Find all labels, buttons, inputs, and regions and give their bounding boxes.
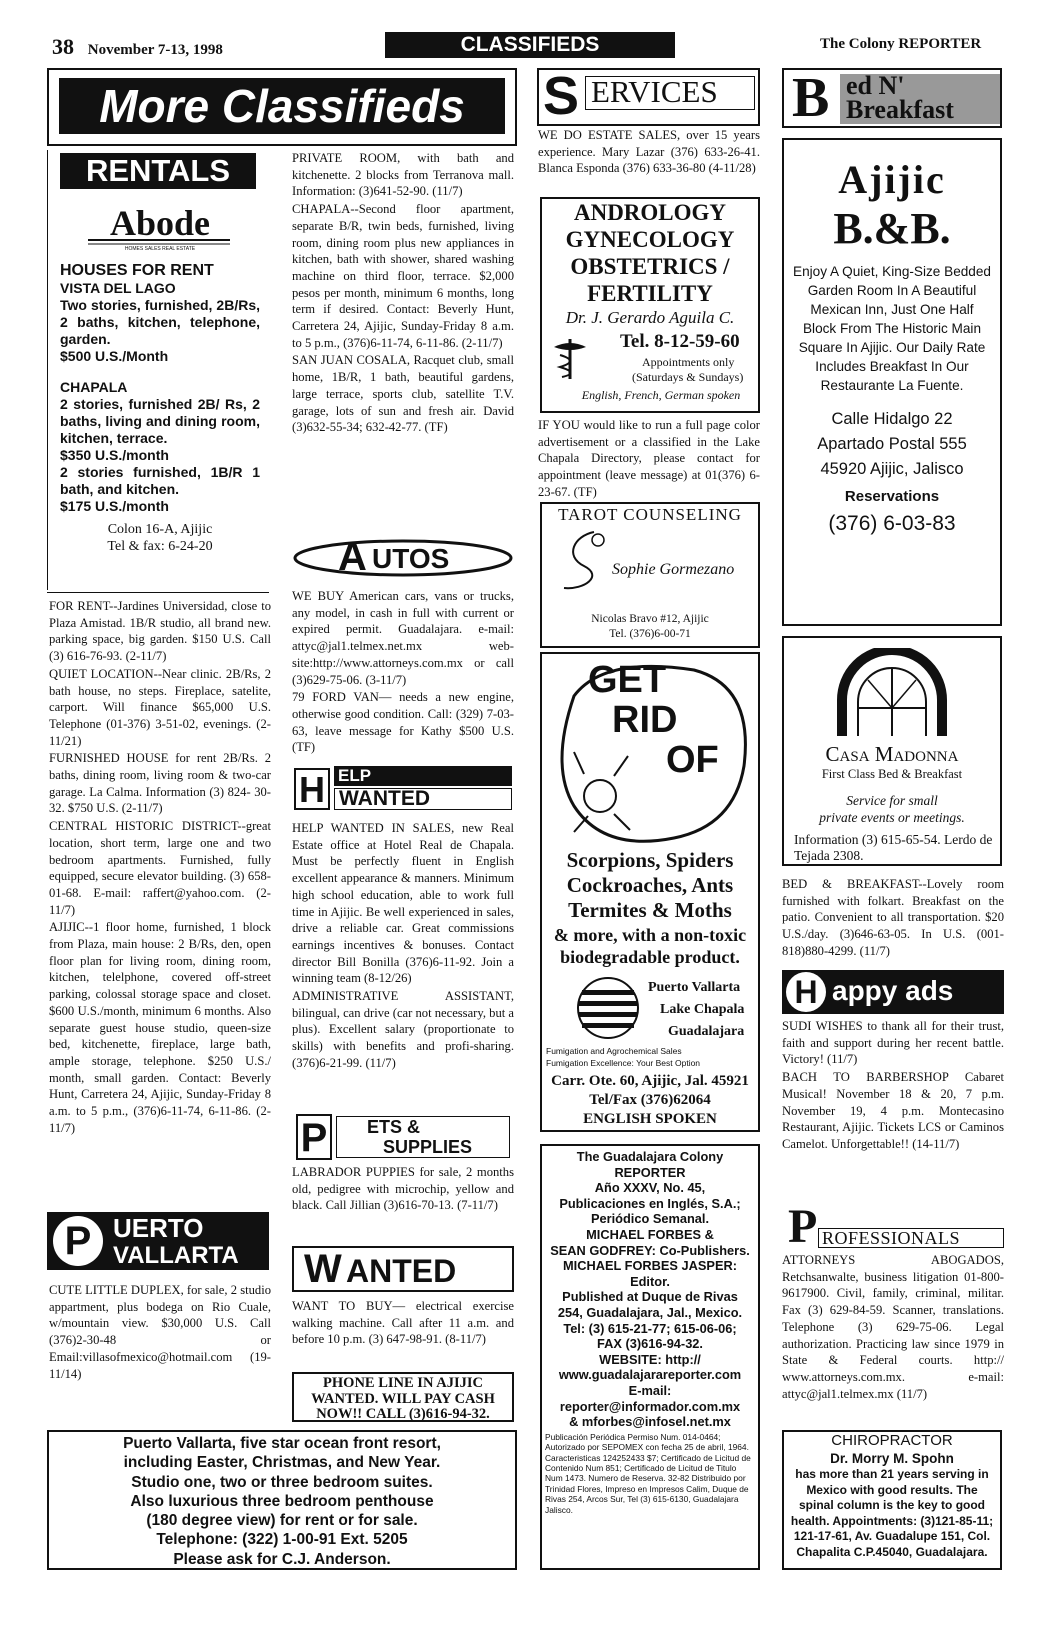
pest-of: OF [666, 739, 719, 781]
pest-address: Carr. Ote. 60, Ajijic, Jal. 45921 [551, 1073, 749, 1089]
wanted-letter: W [304, 1247, 342, 1291]
chapala-price: $350 U.S./month [60, 447, 169, 463]
casa-madonna-ad [782, 636, 1002, 866]
masthead-line: MICHAEL FORBES JASPER: [563, 1258, 737, 1274]
happy-title: appy ads [832, 975, 954, 1006]
pest-line-1: Scorpions, Spiders [566, 848, 734, 872]
services-letter: S [543, 66, 580, 126]
ajijic-reservations: Reservations [844, 488, 940, 505]
help-letter: H [294, 768, 330, 810]
doctor-line-1: ANDROLOGY [573, 200, 727, 225]
col1-ads [49, 598, 271, 1138]
classified-ad: FOR RENT--Jardines Universidad, close to Plaza Amistad. 1B/R studio, all brand new. parking space, big garden. $150 U.S. Call (3) 616-76-93. (2-11/7) [49, 599, 271, 664]
ajijic-address-3: 45920 Ajijic, Jalisco [820, 460, 964, 478]
classified-ad: CHAPALA--Second floor apartment, separate B/R, twin beds, furnished, living room, dining room plus new appliances in kitchen, bath with shower, shared washing machine on third floor, terrace. $2,000 pesos per month, minimum 6 months, long term if desired. Contact: Beverly Hunt, Carretera 24, Ajijic, Sunday-Friday 8 a.m. to 5 p.m., (376)6-11-74, 6-11-86. (2-11/7) [292, 202, 514, 350]
tarot-tel: Tel. (376)6-00-71 [609, 628, 691, 640]
masthead-line: MICHAEL FORBES & [586, 1226, 714, 1242]
classified-ad: CENTRAL HISTORIC DISTRICT--great location, short term, large one and two bedroom apartments. Furnished, fully equipped, secure elevator building. (3) 658-01-68. E-mail: raffert@yahoo.com. (2-11/7) [49, 819, 271, 917]
chapala-text: 2 stories, furnished 2B/ Rs, 2 baths, living and dining room, kitchen, terrace. [60, 396, 260, 446]
pets-title-2: SUPPLIES [383, 1137, 473, 1157]
arch-window-icon [836, 648, 948, 740]
masthead-line: WEBSITE: http:// [599, 1351, 701, 1367]
tarot-address: Nicolas Bravo #12, Ajijic [591, 613, 709, 625]
madonna-italic-1: Service for small [846, 793, 938, 808]
pv-title-1: UERTO [113, 1213, 204, 1243]
pest-line-5: biodegradable product. [560, 947, 740, 967]
doctor-languages: English, French, German spoken [581, 388, 741, 402]
abode-tel: Tel & fax: 6-24-20 [107, 539, 213, 554]
pets-title-1: ETS & [367, 1117, 421, 1137]
col2-ads-top [292, 150, 514, 437]
pest-city-1: Puerto Vallarta [648, 980, 741, 995]
classified-ad: WE BUY American cars, vans or trucks, any model, in cash in full with current or expired permit. Guadalajara. e-mail: attyc@jal1.telmex.net.mx web-site:http://www.attorneys.com.mx or call (3)629-75-06. (3-11/7) [292, 589, 514, 687]
chiro-name: Dr. Morry M. Spohn [830, 1451, 954, 1466]
resort-line-3: Studio one, two or three bedroom suites. [131, 1473, 433, 1491]
vista-text: Two stories, furnished, 2B/Rs, 2 baths, kitchen, telephone, garden. [60, 297, 260, 347]
masthead-line: REPORTER [614, 1164, 686, 1180]
masthead-line: Published at Duque de Rivas [562, 1289, 738, 1305]
resort-line-7: Please ask for C.J. Anderson. [173, 1550, 391, 1568]
services-header [537, 68, 760, 126]
pest-get: GET [588, 659, 667, 701]
prof-title: ROFESSIONALS [822, 1228, 961, 1248]
happy-ads [782, 1018, 1004, 1154]
masthead-line: SEAN GODFREY: Co-Publishers. [550, 1242, 750, 1258]
pest-city-3: Guadalajara [668, 1024, 745, 1039]
resort-line-1: Puerto Vallarta, five star ocean front resort, [123, 1435, 441, 1452]
madonna-italic-2: private events or meetings. [819, 810, 965, 825]
resort-line-5: (180 degree view) for rent or for sale. [146, 1512, 418, 1530]
tarot-ad [540, 502, 760, 648]
houses-for-rent-title: HOUSES FOR RENT [60, 262, 214, 279]
bnb-title-1: ed N' [846, 71, 905, 100]
pets-header [292, 1114, 514, 1160]
professionals-ad: ATTORNEYS ABOGADOS, Retchsanwalte, business litigation 01-800-9617900. Civil, family, criminal, militar. Fax (3) 629-84-59. Scanner, translations. Telephone (3) 629-75-06. Legal authorization. Practicing law since 1979 in State & Federal courts. http:// www.attorneys.com.mx. e-mail: attyc@jal1.telmex.mx (11/7) [782, 1253, 1004, 1401]
services-title: ERVICES [591, 74, 718, 109]
page-header-left [52, 34, 223, 60]
masthead-line: Periódico Semanal. [590, 1211, 710, 1227]
help-ads [292, 820, 514, 1073]
bnb-header [782, 68, 1002, 128]
masthead-line: Publicaciones en Inglés, S.A.; [559, 1195, 741, 1211]
puerto-vallarta-resort-ad [47, 1430, 517, 1570]
more-classifieds-banner-frame [47, 68, 517, 146]
classified-ad: QUIET LOCATION--Near clinic. 2B/Rs, 2 bath house, no steps. Fireplace, satelite, carport. Will finance $65,000 U.S. Telephone (01-376) 3-51-02, evenings. (2-11/21) [49, 666, 271, 748]
ajijic-title-1: Ajijic [838, 157, 946, 202]
phone-line-ad: PHONE LINE IN AJIJIC WANTED. WILL PAY CASH NOW!! CALL (3)616-94-32. [292, 1372, 514, 1422]
doctor-appt-1: Appointments only [642, 355, 735, 369]
madonna-sub: First Class Bed & Breakfast [821, 767, 963, 781]
resort-line-6: Telephone: (322) 1-00-91 Ext. 5205 [156, 1531, 408, 1549]
ajijic-address-1: Calle Hidalgo 22 [831, 410, 953, 428]
classified-ad: BACH TO BARBERSHOP Cabaret Musical! November 18 & 20, 7 p.m. November 19, 4 p.m. Montecasino Restaurant, Ajijic. Tickets LCS or Caminos Camelot. Unforgettable!! (14-11/7) [782, 1070, 1004, 1151]
classified-ad: AJIJIC--1 floor home, furnished, 1 block from Plaza, main house: 2 B/Rs, den, open floor plan for living room, dining room, kitchen, telelphone, covered off-street parking, colossal storage space and closet. $600 U.S./month, minimum 6 months. Also separate guest house studio, queen-size bed, kitchenette, fireplace, large bath, ample storage, telephone. $250 U.S./ month, small garden. Contact: Beverly Hunt, Carretera 24, Ajijic, Sunday-Friday 8 a.m. to 5 p.m., (376)6-11-74, 6-11-86. (2-11/7) [49, 920, 271, 1135]
masthead-line: Editor. [630, 1273, 670, 1289]
wanted-ad: WANT TO BUY— electrical exercise walking machine. Call after 11 a.m. and before 10 p.m. (3) 647-98-91. (8-11/7) [292, 1299, 514, 1347]
masthead-line: & mforbes@infosel.net.mx [569, 1414, 731, 1430]
pest-small-1: Fumigation and Agrochemical Sales [546, 1046, 682, 1056]
resort-line-2: including Easter, Christmas, and New Year. [123, 1454, 441, 1472]
happy-ads-header [782, 970, 1004, 1014]
chiro-text: has more than 21 years serving in Mexico with good results. The spinal column is the key to good health. Appointments: (3)121-85-11; 121-17-61, Av. Guadalupe 151, Col. Chapalita C.P.45040, Guadalajara. [790, 1467, 994, 1559]
masthead [540, 1144, 760, 1570]
pv-title-2: VALLARTA [113, 1242, 239, 1269]
vista-title: VISTA DEL LAGO [60, 280, 176, 296]
classified-ad: SUDI WISHES to thank all for their trust, faith and support during her recent battle. Victory! (11/7) [782, 1019, 1004, 1067]
pets-letter: P [296, 1114, 332, 1160]
pest-line-3: Termites & Moths [568, 898, 732, 922]
classified-ad: ADMINISTRATIVE ASSISTANT, bilingual, can drive (car not necessary, but a plus). Excellent salary (proportionate to skills) with benefits and profi-sharing. (376)6-21-99. (11/7) [292, 989, 514, 1070]
autos-header [292, 534, 514, 582]
doctor-name: Dr. J. Gerardo Aguila C. [565, 308, 735, 327]
tarot-title: TAROT COUNSELING [558, 505, 742, 524]
masthead-line: Tel: (3) 615-21-77; 615-06-06; [563, 1320, 737, 1336]
madonna-name: Casa Madonna [825, 742, 959, 766]
chapala-title: CHAPALA [60, 379, 128, 395]
medical-caduceus-icon [550, 337, 590, 381]
help-title-2: WANTED [334, 788, 512, 810]
abode-logo-text: Abode [109, 203, 211, 243]
more-classifieds-banner: More Classifieds [59, 78, 505, 134]
masthead-line: The Guadalajara Colony [576, 1149, 724, 1164]
pest-small-2: Fumigation Excellence: Your Best Option [546, 1058, 701, 1068]
prof-letter: P [788, 1200, 818, 1253]
pest-rid: RID [612, 699, 678, 741]
ajijic-address-2: Apartado Postal 555 [817, 435, 967, 453]
abode-ad [60, 200, 260, 555]
doctor-tel: Tel. 8-12-59-60 [620, 331, 740, 352]
pets-ad: LABRADOR PUPPIES for sale, 2 months old, pedigree with microchip, yellow and black. Call Jillian (3)616-70-13. (7-11/7) [292, 1165, 514, 1213]
publication-name: The Colony REPORTER [820, 36, 982, 52]
bnb-classified: BED & BREAKFAST--Lovely room furnished with folkart. Breakfast on the patio. Convenient to all transportation. $20 U.S./day. (3)646-63-05. In U.S. (001-818)880-4299. (11/7) [782, 877, 1004, 958]
masthead-fine-print: Publicación Periódica Permiso Num. 014-0464; Autorizado por SEPOMEX con fecha 25 de abril, 1964. Caracteristicas 124252433 $7; Certificado de Licitud de Contenido Num 851; Certificado de Licitud de Titulo Num 1473. Numero de Reserva. 32-82 Distribuido por Trinidad Flores, Impreso en Impresos Calim, Duque de Rivas 254, Arcos Sur, Tel (3) 615-6130, Guadalajara Jalisco. [545, 1431, 751, 1515]
help-wanted-header [292, 764, 514, 814]
ajijic-bnb-ad [782, 138, 1002, 626]
classified-ad: HELP WANTED IN SALES, new Real Estate office at Hotel Real de Chapala. Must be perfectly fluent in English excellent appearance & manners. Minimum high school education, able to work full time in Ajijic. Be well experienced in sales, drive a reliable car. Great commissions earnings incentives & bonuses. Contact director Bill Bonilla (376)6-11-92. Join a winning team (8-12/26) [292, 821, 514, 986]
masthead-line: 254, Guadalajara, Jal., Mexico. [557, 1304, 743, 1320]
abode-address: Colon 16-A, Ajijic [107, 522, 213, 537]
resort-line-4: Also luxurious three bedroom penthouse [130, 1492, 434, 1510]
bnb-title-2: Breakfast [846, 95, 954, 124]
masthead-line: Año XXXV, No. 45, [594, 1180, 706, 1196]
page-number: 38 [52, 34, 74, 59]
abode-logo-sub: HOMES SALES REAL ESTATE [124, 246, 196, 252]
ajijic-title-2: B.&B. [833, 204, 951, 253]
pest-control-ad [540, 652, 760, 1132]
help-title-1: ELP [334, 766, 512, 786]
color-ad: IF YOU would like to run a full page color advertisement or a classified in the Lake Chapala Directory, please contact for appointment (leave message) at 01(376) 6-23-67. (TF) [538, 418, 760, 499]
doctor-appt-2: (Saturdays & Sundays) [632, 370, 744, 384]
abode-logo [60, 200, 260, 256]
masthead-line: FAX (3)616-94-32. [597, 1336, 703, 1352]
globe-icon [576, 976, 640, 1040]
autos-title: UTOS [372, 543, 450, 574]
chapala2-price: $175 U.S./month [60, 498, 169, 514]
chiro-title: CHIROPRACTOR [831, 1432, 953, 1449]
happy-letter: H [786, 972, 826, 1012]
madonna-info: Information (3) 615-65-54. Lerdo de Tejada 2308. [794, 832, 993, 863]
pv-letter: P [53, 1216, 103, 1266]
classified-ad: 79 FORD VAN— needs a new engine, otherwise good condition. Call: (329) 7-03-63, leave message for Kathy $500 U.S. (TF) [292, 690, 514, 755]
issue-date: November 7-13, 1998 [87, 42, 223, 58]
classified-ad: SAN JUAN COSALA, Racquet club, small home, 1B/R, 1 bath, beautiful gardens, large terrace, sports club, satellite T.V. garage, lots of sun and fresh air. David (3)632-55-34; 632-42-77. (TF) [292, 353, 514, 435]
tarot-signature: Sophie Gormezano [612, 561, 735, 578]
pest-line-4: & more, with a non-toxic [553, 925, 747, 945]
vista-price: $500 U.S./Month [60, 348, 169, 364]
ajijic-description: Enjoy A Quiet, King-Size Bedded Garden Room In A Beautiful Mexican Inn, Just One Half Block From The Historic Main Square In Ajijic. Our Daily Rate Includes Breakfast In Our Restaurante La Fuente. [793, 264, 991, 393]
autos-ads [292, 588, 514, 757]
ajijic-tel: (376) 6-03-83 [828, 512, 956, 535]
pest-english: ENGLISH SPOKEN [583, 1111, 717, 1127]
masthead-line: www.guadalajarareporter.com [558, 1367, 742, 1383]
pv-ad: CUTE LITTLE DUPLEX, for sale, 2 studio appartment, plus bodega on Rio Cuale, w/mountain view. $30,000 U.S. Call (376)2-30-48 or Email:villasofmexico@hotmail.com (19-11/14) [49, 1283, 271, 1381]
wanted-title: ANTED [346, 1253, 457, 1289]
puerto-vallarta-header [47, 1208, 269, 1278]
chapala2-text: 2 stories furnished, 1B/R 1 bath, and kitchen. [60, 464, 260, 497]
pets-title-box [336, 1116, 510, 1158]
doctor-line-3: OBSTETRICS / [570, 254, 730, 279]
rentals-title: RENTALS [60, 153, 256, 189]
doctor-ad [540, 197, 760, 413]
doctor-line-4: FERTILITY [587, 281, 713, 306]
classified-ad: FURNISHED HOUSE for rent 2B/Rs. 2 baths, dining room, living room & two-car garage. La Calma. Information (3) 824- 30-32. $750 U.S. (2-11/7) [49, 751, 271, 816]
bnb-letter: B [792, 67, 830, 129]
professionals-header [782, 1200, 1004, 1253]
section-title: CLASSIFIEDS [385, 32, 675, 58]
chiropractor-ad [782, 1430, 1002, 1570]
wanted-header [292, 1246, 514, 1292]
masthead-line: reporter@informador.com.mx [559, 1398, 741, 1414]
doctor-line-2: GYNECOLOGY [565, 227, 735, 252]
autos-letter: A [338, 535, 367, 579]
pest-line-2: Cockroaches, Ants [566, 873, 734, 897]
pest-city-2: Lake Chapala [660, 1002, 745, 1017]
masthead-line: E-mail: [628, 1382, 672, 1398]
pest-tel: Tel/Fax (376)62064 [589, 1092, 711, 1108]
divider [47, 592, 269, 593]
classified-ad: PRIVATE ROOM, with bath and kitchenette. 2 blocks from Terranova mall. Information: (3)641-52-90. (11/7) [292, 151, 514, 199]
estate-sales-ad: WE DO ESTATE SALES, over 15 years experience. Mary Lazar (376) 633-26-41. Blanca Esponda (376) 633-36-80 (4-11/28) [538, 128, 760, 176]
